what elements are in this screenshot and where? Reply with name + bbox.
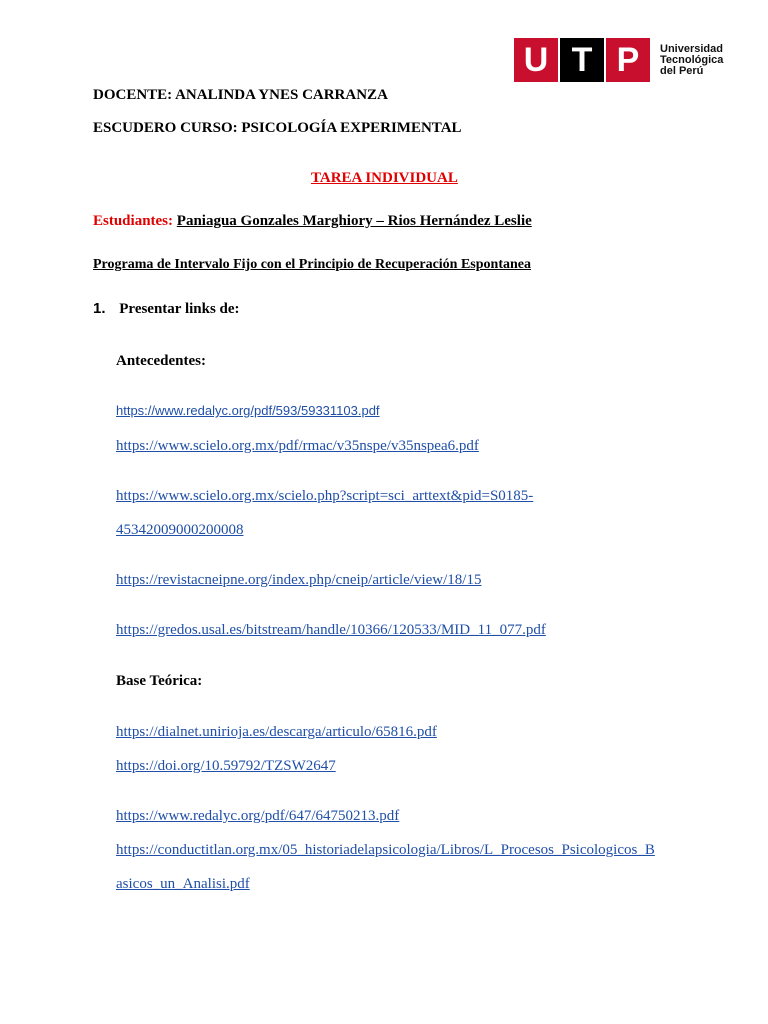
base-teorica-heading: Base Teórica: [116,673,203,689]
logo-line-2: Tecnológica [660,53,724,66]
logo-letter-p: P [606,38,650,82]
antecedentes-link-5[interactable]: https://gredos.usal.es/bitstream/handle/10366/120533/MID_11_077.pdf [116,622,546,638]
program-title: Programa de Intervalo Fijo con el Principio de Recuperación Espontanea [93,257,531,272]
logo-line-3: del Perú [660,64,704,77]
curso-line: ESCUDERO CURSO: PSICOLOGÍA EXPERIMENTAL [93,120,462,136]
section-number: 1. [93,300,106,317]
antecedentes-link-2[interactable]: https://www.scielo.org.mx/pdf/rmac/v35nspe/v35nspea6.pdf [116,438,479,454]
utp-logo [514,38,723,82]
logo-university-name [660,44,723,77]
document-title: TAREA INDIVIDUAL [311,170,458,186]
antecedentes-link-1[interactable]: https://www.redalyc.org/pdf/593/59331103.pdf [116,403,380,418]
section-title: Presentar links de: [119,301,240,317]
students-names: Paniagua Gonzales Marghiory – Rios Hernández Leslie [176,213,532,229]
base-teorica-link-3[interactable]: https://www.redalyc.org/pdf/647/64750213.pdf [116,808,400,824]
logo-letter-u: U [514,38,558,82]
base-teorica-link-4-continued[interactable]: asicos_un_Analisi.pdf [116,876,250,892]
antecedentes-link-3-continued[interactable]: 45342009000200008 [116,522,244,538]
base-teorica-link-4[interactable]: https://conductitlan.org.mx/05_historiadelapsicologia/Libros/L_Procesos_Psicologicos_B [116,842,655,858]
logo-line-1: Universidad [660,42,723,55]
base-teorica-link-2[interactable]: https://doi.org/10.59792/TZSW2647 [116,758,336,774]
antecedentes-heading: Antecedentes: [116,353,206,369]
antecedentes-link-4[interactable]: https://revistacneipne.org/index.php/cneip/article/view/18/15 [116,572,482,588]
logo-letter-t: T [560,38,604,82]
students-line [93,213,532,230]
docente-line: DOCENTE: ANALINDA YNES CARRANZA [93,87,388,103]
students-label: Estudiantes: [93,213,174,229]
section-1-heading [93,300,240,318]
antecedentes-link-3[interactable]: https://www.scielo.org.mx/scielo.php?script=sci_arttext&pid=S0185- [116,488,534,504]
base-teorica-link-1[interactable]: https://dialnet.unirioja.es/descarga/articulo/65816.pdf [116,724,437,740]
